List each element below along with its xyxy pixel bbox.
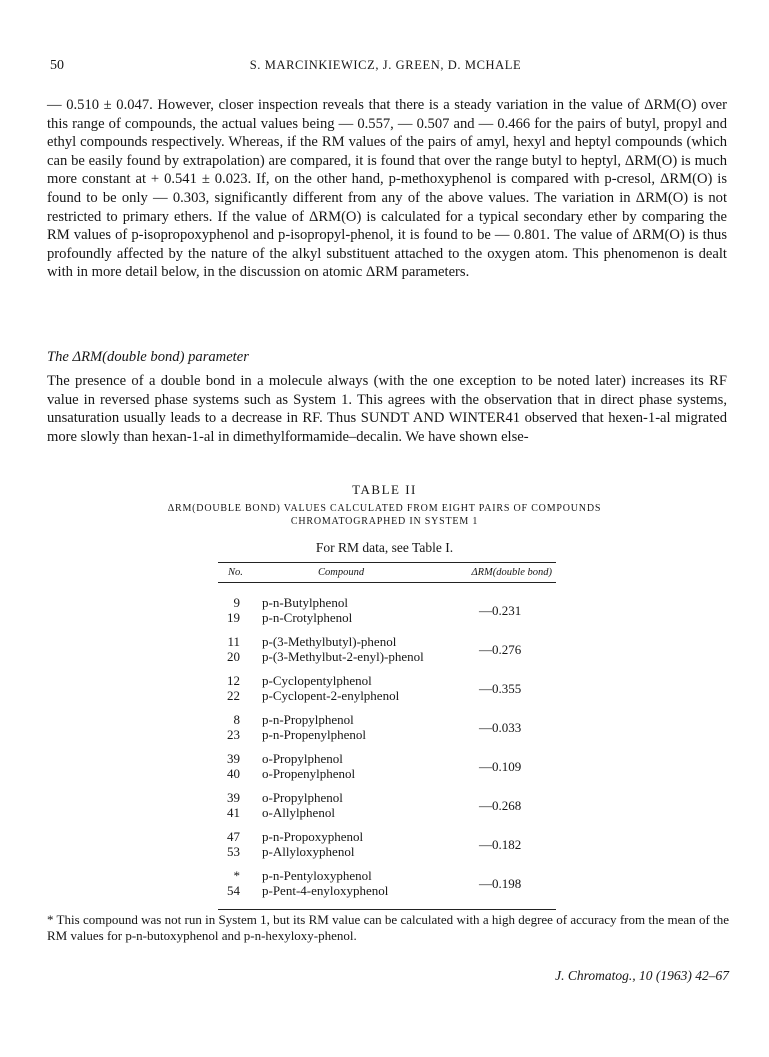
compound-name: p-Pent-4-enyloxyphenol bbox=[262, 883, 389, 898]
compound-number: 53 bbox=[227, 844, 240, 859]
running-header bbox=[50, 58, 721, 78]
table-row-pair bbox=[218, 673, 556, 707]
body-paragraph-1: — 0.510 ± 0.047. However, closer inspection reveals that there is a steady variation in the value of ΔRM(O) over this range of compounds, the actual values being — 0.557, — 0.507 and — 0.466 for the pairs of butyl, propyl and ethyl compounds respectively. Whereas, if the RM values of the pairs of amyl, hexyl and heptyl compounds (which can be easily found by extrapolation) are compared, it is found that over the range butyl to heptyl, ΔRM(O) is much more constant at + 0.541 ± 0.023. If, on the other hand, p-methoxyphenol is compared with p-cresol, ΔRM(O) is found to be only — 0.303, significantly different from any of the above values. The variation in ΔRM(O) is not restricted to primary ethers. If the value of ΔRM(O) is calculated for a typical secondary ether by comparing the RM values of p-isopropoxyphenol and p-isopropyl-phenol, it is found to be — 0.801. The value of ΔRM(O) is thus profoundly affected by the nature of the alkyl substituent attached to the oxygen atom. This phenomenon is dealt with in more detail below, in the discussion on atomic ΔRM parameters. bbox=[47, 97, 727, 281]
table-footnote: * This compound was not run in System 1, but its RM value can be calculated with a high degree of accuracy from the mean of the RM values for p-n-butoxyphenol and p-n-hexyloxy-phenol. bbox=[47, 912, 729, 943]
compound-name: p-n-Propylphenol bbox=[262, 712, 354, 727]
compound-name: p-(3-Methylbutyl)-phenol bbox=[262, 634, 397, 649]
compound-number: 19 bbox=[227, 610, 240, 625]
compound-number: 8 bbox=[233, 712, 240, 727]
compound-name: o-Allylphenol bbox=[262, 805, 335, 820]
compound-name: p-n-Pentyloxyphenol bbox=[262, 868, 372, 883]
table-row-pair bbox=[218, 634, 556, 668]
compound-number: 39 bbox=[227, 751, 240, 766]
compound-number: 9 bbox=[233, 595, 240, 610]
compound-name: p-n-Propoxyphenol bbox=[262, 829, 364, 844]
compound-name: p-n-Butylphenol bbox=[262, 595, 348, 610]
delta-rm-value: —0.268 bbox=[479, 798, 522, 813]
table-header bbox=[218, 563, 556, 582]
running-authors: S. MARCINKIEWICZ, J. GREEN, D. MCHALE bbox=[249, 58, 522, 72]
compound-number: 47 bbox=[227, 829, 240, 844]
compound-number: * bbox=[233, 868, 240, 883]
compound-name: p-n-Propenylphenol bbox=[262, 727, 366, 742]
delta-rm-value: —0.182 bbox=[479, 837, 522, 852]
compound-number: 11 bbox=[227, 634, 240, 649]
journal-citation: J. Chromatog., 10 (1963) 42–67 bbox=[555, 968, 729, 983]
table-title: TABLE II bbox=[352, 482, 417, 497]
page-number: 50 bbox=[50, 58, 64, 73]
header-value: ΔRM(double bond) bbox=[471, 567, 552, 578]
compound-number: 54 bbox=[227, 883, 240, 898]
compound-name: p-Allyloxyphenol bbox=[262, 844, 355, 859]
section-heading: The ΔRM(double bond) parameter bbox=[47, 349, 249, 365]
compound-name: p-Cyclopent-2-enylphenol bbox=[262, 688, 400, 703]
compound-number: 22 bbox=[227, 688, 240, 703]
compound-name: o-Propenylphenol bbox=[262, 766, 356, 781]
delta-rm-value: —0.276 bbox=[479, 642, 522, 657]
compound-name: p-(3-Methylbut-2-enyl)-phenol bbox=[262, 649, 424, 664]
table-row-pair bbox=[218, 712, 556, 746]
table-row-pair bbox=[218, 790, 556, 824]
delta-rm-value: —0.231 bbox=[479, 603, 522, 618]
compound-name: p-Cyclopentylphenol bbox=[262, 673, 372, 688]
compound-number: 40 bbox=[227, 766, 240, 781]
compound-name: p-n-Crotylphenol bbox=[262, 610, 353, 625]
table-row-pair bbox=[218, 751, 556, 785]
compound-number: 12 bbox=[227, 673, 240, 688]
compound-number: 41 bbox=[227, 805, 240, 820]
table-note: For RM data, see Table I. bbox=[315, 540, 454, 555]
header-compound: Compound bbox=[318, 567, 365, 578]
compound-number: 20 bbox=[227, 649, 240, 664]
table-bottom-rule bbox=[218, 909, 556, 910]
table-row-pair bbox=[218, 868, 556, 902]
data-table bbox=[218, 562, 556, 910]
delta-rm-value: —0.109 bbox=[479, 759, 522, 774]
compound-number: 23 bbox=[227, 727, 240, 742]
table-row-pair bbox=[218, 829, 556, 863]
table-row-pair bbox=[218, 595, 556, 629]
body-paragraph-2: The presence of a double bond in a molecule always (with the one exception to be noted later) increases its RF value in reversed phase systems such as System 1. This agrees with the observation that in direct phase systems, unsaturation usually leads to a decrease in RF. Thus SUNDT AND WINTER41 observed that hexen-1-al migrated more slowly than hexan-1-al in dimethylformamide–decalin. We have shown else- bbox=[47, 373, 727, 445]
compound-name: o-Propylphenol bbox=[262, 790, 343, 805]
header-no: No. bbox=[228, 567, 243, 578]
delta-rm-value: —0.355 bbox=[479, 681, 522, 696]
compound-name: o-Propylphenol bbox=[262, 751, 343, 766]
delta-rm-value: —0.033 bbox=[479, 720, 522, 735]
table-body bbox=[218, 583, 556, 909]
table-caption: ΔRM(DOUBLE BOND) VALUES CALCULATED FROM EIGHT PAIRS OF COMPOUNDS CHROMATOGRAPHED IN SYSTEM 1 bbox=[167, 503, 602, 527]
delta-rm-value: —0.198 bbox=[479, 876, 522, 891]
compound-number: 39 bbox=[227, 790, 240, 805]
